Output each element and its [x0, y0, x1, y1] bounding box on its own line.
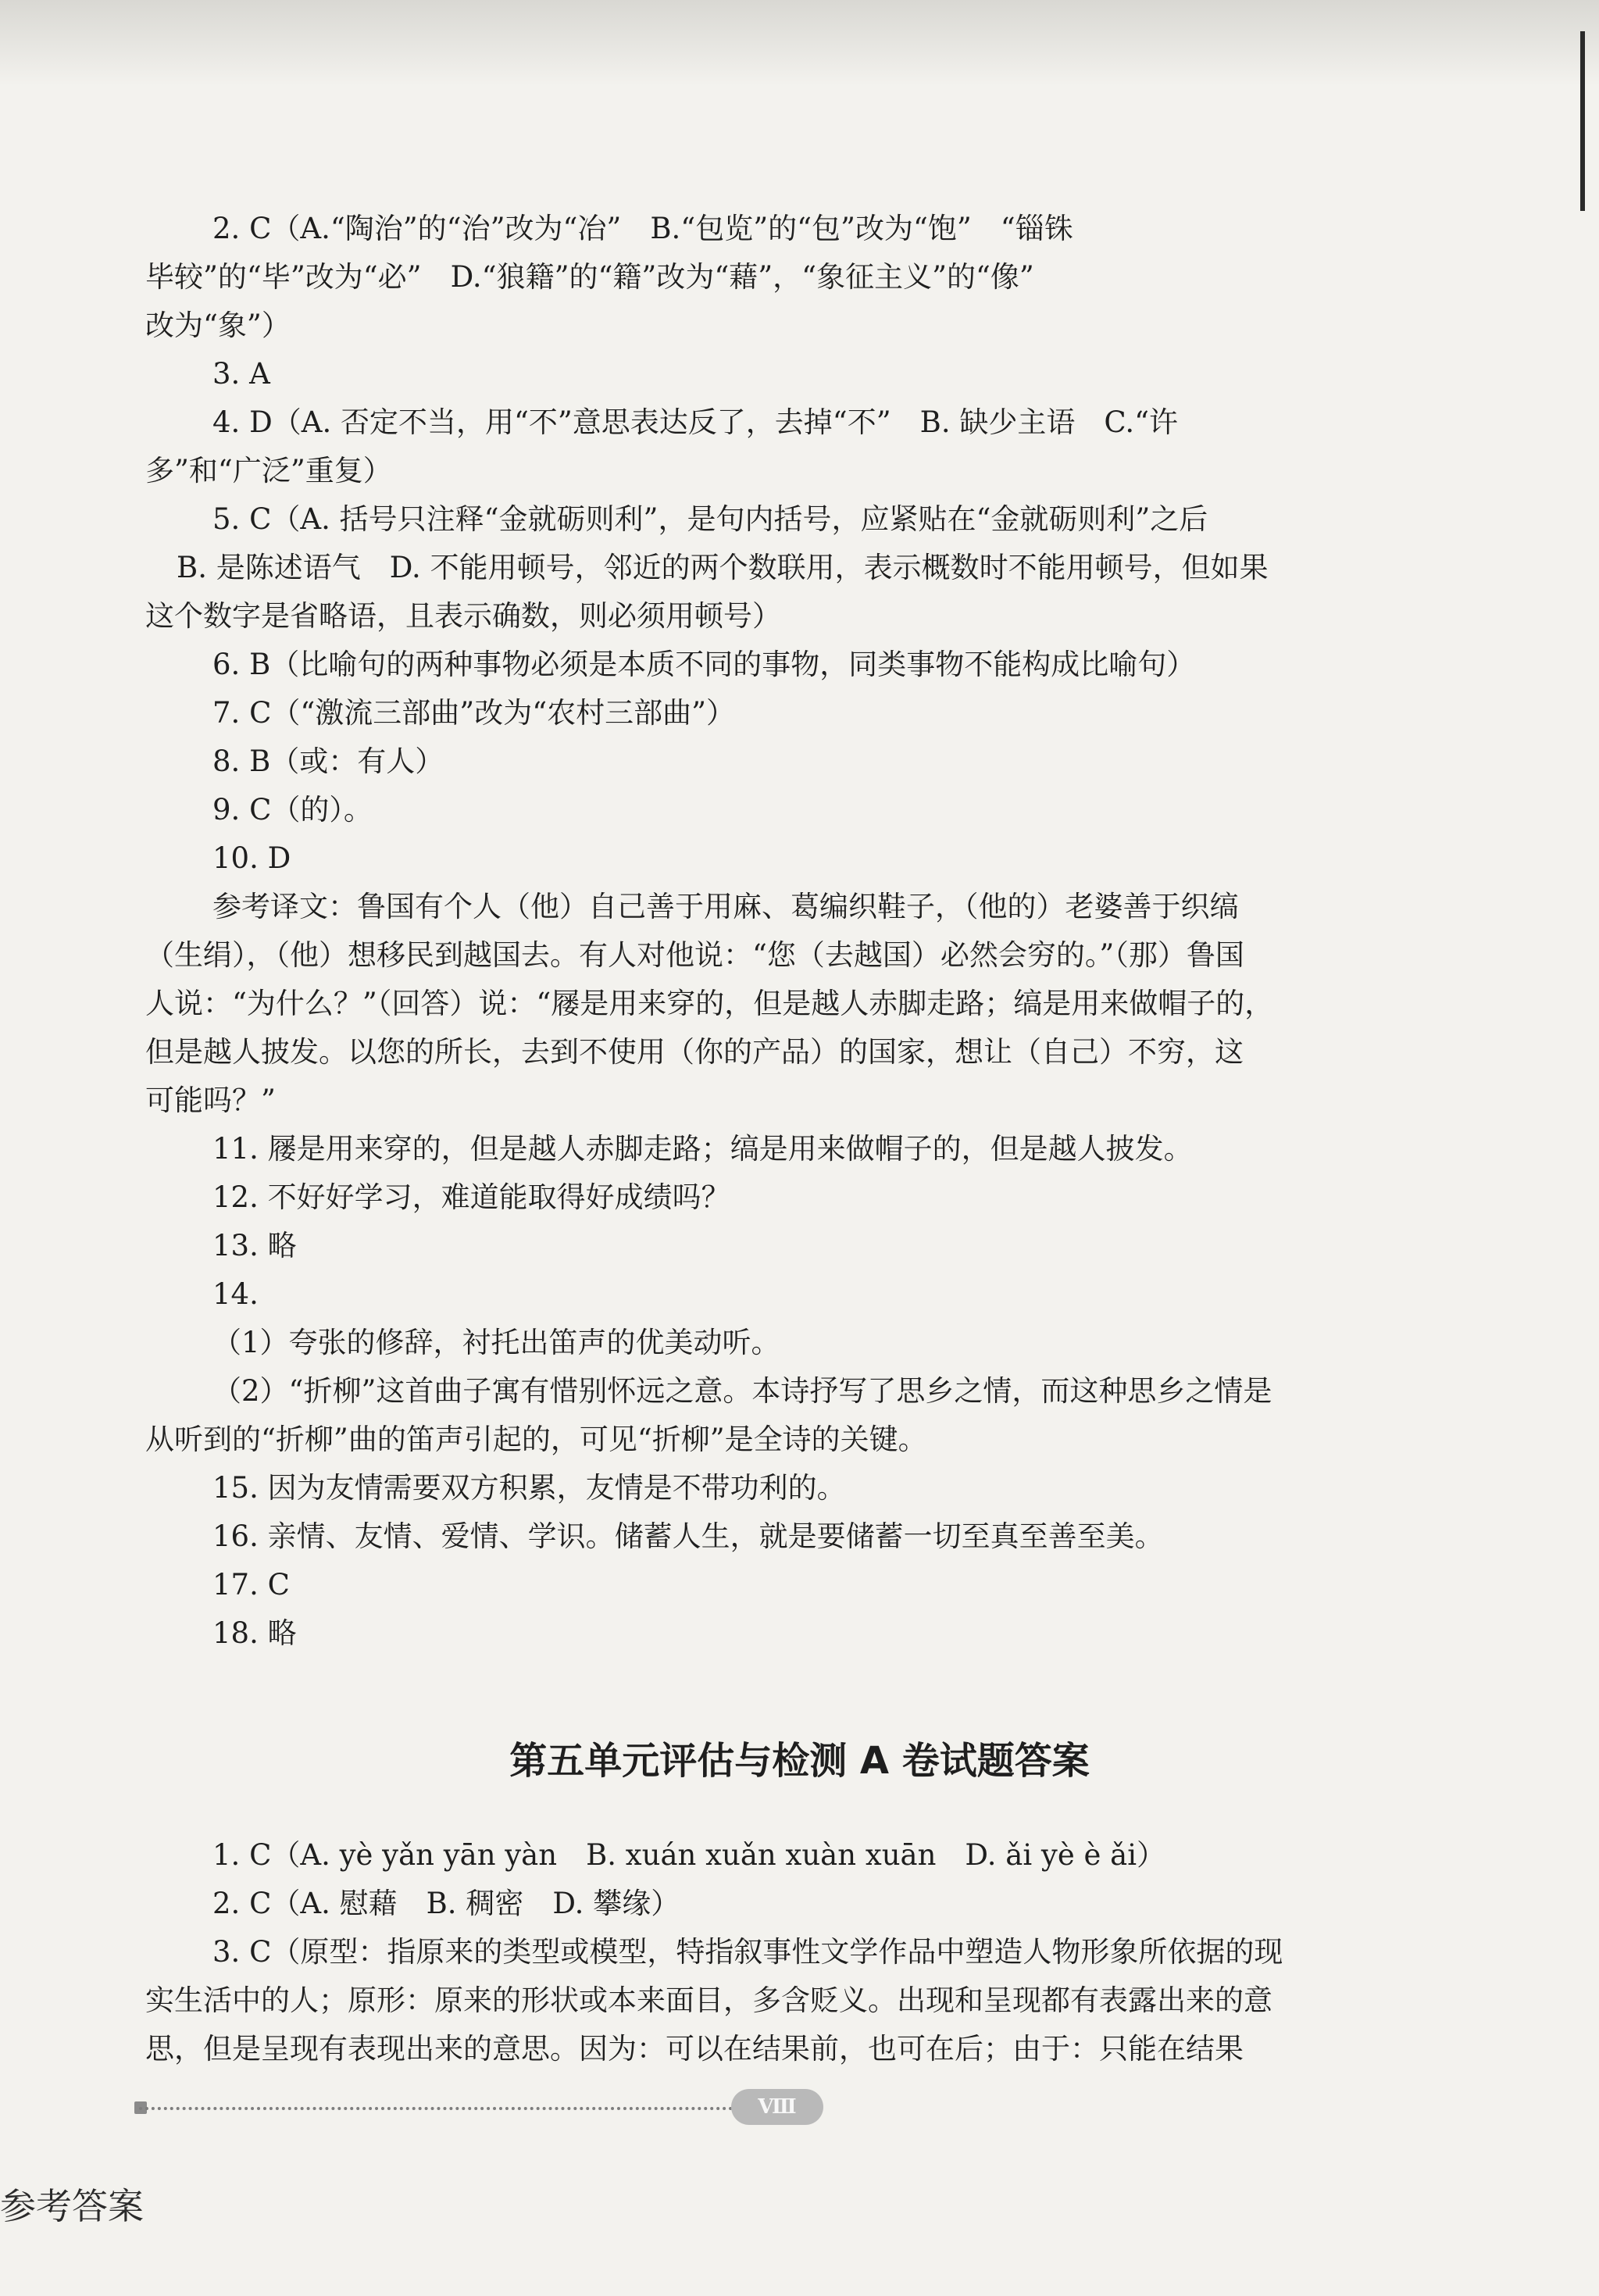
footer-section-label: 参考答案: [0, 2185, 144, 2227]
answer-line: 思，但是呈现有表现出来的意思。因为：可以在结果前，也可在后；由于：只能在结果: [145, 2032, 1244, 2066]
answer-line: 实生活中的人；原形：原来的形状或本来面目，多含贬义。出现和呈现都有表露出来的意: [145, 1984, 1272, 2017]
answer-line: 4. D（A. 否定不当，用“不”意思表达反了，去掉“不” B. 缺少主语 C.“许: [212, 405, 1179, 439]
answer-line: 17. C: [212, 1568, 290, 1601]
translation-line: （生绢），（他）想移民到越国去。有人对他说：“您（去越国）必然会穷的。”（那）鲁国: [145, 938, 1244, 972]
answer-line: 1. C（A. yè yǎn yān yàn B. xuán xuǎn xuàn xuān D. ǎi yè è ǎi）: [212, 1838, 1166, 1872]
answer-line: 这个数字是省略语，且表示确数，则必须用顿号）: [145, 599, 781, 633]
answer-line: 2. C（A.“陶治”的“治”改为“冶” B.“包览”的“包”改为“饱” “锱铢: [212, 212, 1073, 245]
answer-line: 改为“象”）: [145, 309, 291, 342]
footer-dotted-rule: [139, 2107, 733, 2110]
page-number-badge: Ⅷ: [731, 2089, 823, 2125]
answer-line: 毕较”的“毕”改为“必” D.“狼籍”的“籍”改为“藉”，“象征主义”的“像”: [145, 260, 1034, 294]
answer-line: 5. C（A. 括号只注释“金就砺则利”，是句内括号，应紧贴在“金就砺则利”之后: [212, 502, 1208, 536]
answer-line: （2）“折柳”这首曲子寓有惜别怀远之意。本诗抒写了思乡之情，而这种思乡之情是: [212, 1374, 1272, 1408]
answer-line: 6. B（比喻句的两种事物必须是本质不同的事物，同类事物不能构成比喻句）: [212, 648, 1196, 681]
answer-line: 3. C（原型：指原来的类型或模型，特指叙事性文学作品中塑造人物形象所依据的现: [212, 1935, 1283, 1969]
answer-line: 10. D: [212, 841, 291, 875]
answer-line: B. 是陈述语气 D. 不能用顿号，邻近的两个数联用，表示概数时不能用顿号，但如果: [177, 551, 1269, 584]
answer-line: 18. 略: [212, 1616, 297, 1650]
answer-line: 多”和“广泛”重复）: [145, 454, 392, 487]
unit5-answer-block: [145, 1831, 1442, 2073]
answer-line: 2. C（A. 慰藉 B. 稠密 D. 攀缘）: [212, 1887, 680, 1920]
answer-line: 8. B（或：有人）: [212, 745, 444, 778]
answer-line: 12. 不好好学习，难道能取得好成绩吗？: [212, 1180, 730, 1214]
translation-line: 参考译文：鲁国有个人（他）自己善于用麻、葛编织鞋子，（他的）老婆善于织缟: [212, 890, 1239, 923]
answer-line: 9. C（的）。: [212, 793, 373, 827]
answer-line: 13. 略: [212, 1229, 297, 1262]
answer-line: 14.: [212, 1277, 259, 1311]
translation-line: 但是越人披发。以您的所长，去到不使用（你的产品）的国家，想让（自己）不穷，这: [145, 1035, 1244, 1069]
answer-line: （1）夸张的修辞，衬托出笛声的优美动听。: [212, 1326, 780, 1359]
unit4-answer-block: [145, 205, 1442, 1658]
answer-line: 16. 亲情、友情、爱情、学识。储蓄人生，就是要储蓄一切至真至善至美。: [212, 1519, 1164, 1553]
translation-line: 人说：“为什么？”（回答）说：“屦是用来穿的，但是越人赤脚走路；缟是用来做帽子的，: [145, 987, 1274, 1020]
answer-line: 15. 因为友情需要双方积累，友情是不带功利的。: [212, 1471, 846, 1505]
answer-line: 从听到的“折柳”曲的笛声引起的，可见“折柳”是全诗的关键。: [145, 1423, 927, 1456]
section-title: 第五单元评估与检测 A 卷试题答案: [509, 1739, 1090, 1783]
answer-line: 3. A: [212, 357, 270, 391]
answer-line: 7. C（“激流三部曲”改为“农村三部曲”）: [212, 696, 736, 730]
translation-line: 可能吗？”: [145, 1084, 276, 1117]
answer-line: 11. 屦是用来穿的，但是越人赤脚走路；缟是用来做帽子的，但是越人披发。: [212, 1132, 1193, 1166]
